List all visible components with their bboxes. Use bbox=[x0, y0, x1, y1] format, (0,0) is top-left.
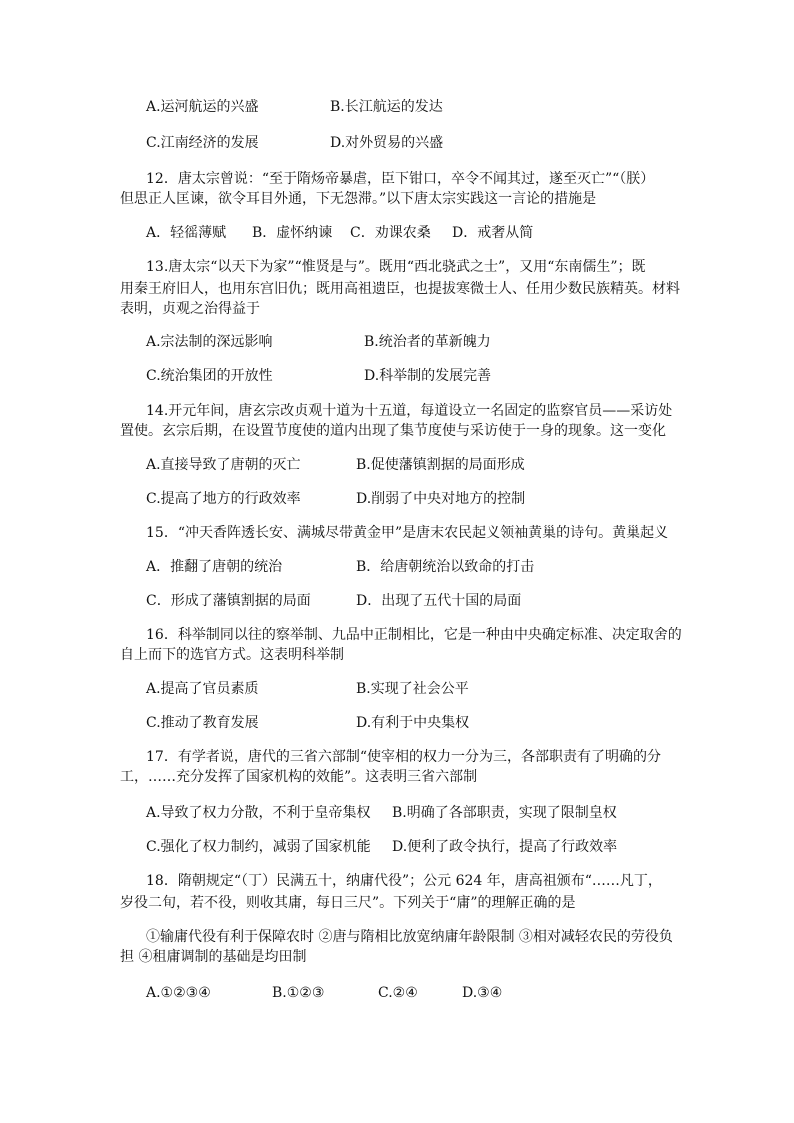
q16-option-a: A.提高了官员素质 bbox=[146, 681, 259, 697]
q18-option-c: C.②④ bbox=[378, 985, 418, 1001]
q15-option-b: B．给唐朝统治以致命的打击 bbox=[356, 559, 535, 575]
q13-stem-line2: 用秦王府旧人，也用东宫旧仇；既用高祖遗臣，也提拔寒微士人、任用少数民族精英。材料 bbox=[120, 281, 680, 297]
q14-option-c: C.提高了地方的行政效率 bbox=[146, 491, 301, 507]
q17-option-d: D.便利了政令执行，提高了行政效率 bbox=[392, 839, 618, 855]
q16-stem-line2: 自上而下的选官方式。这表明科举制 bbox=[120, 647, 344, 663]
q12-stem-line1: 12．唐太宗曾说：“至于隋炀帝暴虐，臣下钳口，卒令不闻其过，遂至灭亡”“（朕） bbox=[146, 171, 655, 187]
q13-stem-line1: 13.唐太宗“以天下为家”“惟贤是与”。既用“西北骁武之士”，又用“东南儒生”；既 bbox=[146, 259, 646, 275]
q17-stem-line1: 17．有学者说，唐代的三省六部制“使宰相的权力一分为三，各部职责有了明确的分 bbox=[146, 749, 661, 765]
q18-stem-line2: 岁役二旬，若不役，则收其庸，每日三尺”。下列关于“庸”的理解正确的是 bbox=[120, 895, 576, 911]
q17-option-b: B.明确了各部职责，实现了限制皇权 bbox=[392, 805, 617, 821]
q14-option-b: B.促使藩镇割据的局面形成 bbox=[356, 457, 525, 473]
q12-option-c: C．劝课农桑 bbox=[350, 225, 431, 241]
q13-option-b: B.统治者的革新魄力 bbox=[364, 334, 491, 350]
q17-option-a: A.导致了权力分散，不利于皇帝集权 bbox=[146, 805, 371, 821]
q11-option-d: D.对外贸易的兴盛 bbox=[330, 135, 444, 151]
q14-stem-line2: 置使。玄宗后期，在设置节度使的道内出现了集节度使与采访使于一身的现象。这一变化 bbox=[120, 423, 666, 439]
q14-option-d: D.削弱了中央对地方的控制 bbox=[356, 491, 526, 507]
q18-option-a: A.①②③④ bbox=[146, 985, 211, 1001]
q14-option-a: A.直接导致了唐朝的灭亡 bbox=[146, 457, 301, 473]
q13-stem-line3: 表明，贞观之治得益于 bbox=[120, 301, 260, 317]
q12-option-b: B．虚怀纳谏 bbox=[252, 225, 333, 241]
q12-stem-line2: 但思正人匡谏，欲令耳目外通，下无怨滞。”以下唐太宗实践这一言论的措施是 bbox=[120, 191, 597, 207]
q17-option-c: C.强化了权力制约，减弱了国家机能 bbox=[146, 839, 371, 855]
q18-statements-line1: ①输庸代役有利于保障农时 ②唐与隋相比放宽纳庸年龄限制 ③相对减轻农民的劳役负 bbox=[146, 929, 673, 945]
q18-option-d: D.③④ bbox=[462, 985, 503, 1001]
q15-stem-line1: 15．“冲天香阵透长安、满城尽带黄金甲”是唐末农民起义领袖黄巢的诗句。黄巢起义 bbox=[146, 525, 669, 541]
q12-option-a: A．轻徭薄赋 bbox=[146, 225, 227, 241]
q17-stem-line2: 工，……充分发挥了国家机构的效能”。这表明三省六部制 bbox=[120, 769, 478, 785]
q14-stem-line1: 14.开元年间，唐玄宗改贞观十道为十五道，每道设立一名固定的监察官员——采访处 bbox=[146, 403, 673, 419]
q11-option-b: B.长江航运的发达 bbox=[330, 99, 443, 115]
q15-option-a: A．推翻了唐朝的统治 bbox=[146, 559, 283, 575]
q16-stem-line1: 16．科举制同以往的察举制、九品中正制相比，它是一种由中央确定标准、决定取舍的 bbox=[146, 627, 682, 643]
q12-option-d: D．戒奢从简 bbox=[452, 225, 534, 241]
q15-option-c: C．形成了藩镇割据的局面 bbox=[146, 593, 311, 609]
q18-statements-line2: 担 ④租庸调制的基础是均田制 bbox=[120, 949, 307, 965]
q13-option-c: C.统治集团的开放性 bbox=[146, 368, 273, 384]
q15-option-d: D．出现了五代十国的局面 bbox=[356, 593, 522, 609]
q16-option-b: B.实现了社会公平 bbox=[356, 681, 469, 697]
q16-option-d: D.有利于中央集权 bbox=[356, 715, 470, 731]
q13-option-d: D.科举制的发展完善 bbox=[364, 368, 492, 384]
q18-option-b: B.①②③ bbox=[272, 985, 325, 1001]
q11-option-a: A.运河航运的兴盛 bbox=[146, 99, 259, 115]
q13-option-a: A.宗法制的深远影响 bbox=[146, 334, 273, 350]
q16-option-c: C.推动了教育发展 bbox=[146, 715, 259, 731]
q11-option-c: C.江南经济的发展 bbox=[146, 135, 259, 151]
q18-stem-line1: 18．隋朝规定“（丁）民满五十，纳庸代役”；公元 624 年，唐高祖颁布“……凡丁， bbox=[146, 873, 662, 889]
